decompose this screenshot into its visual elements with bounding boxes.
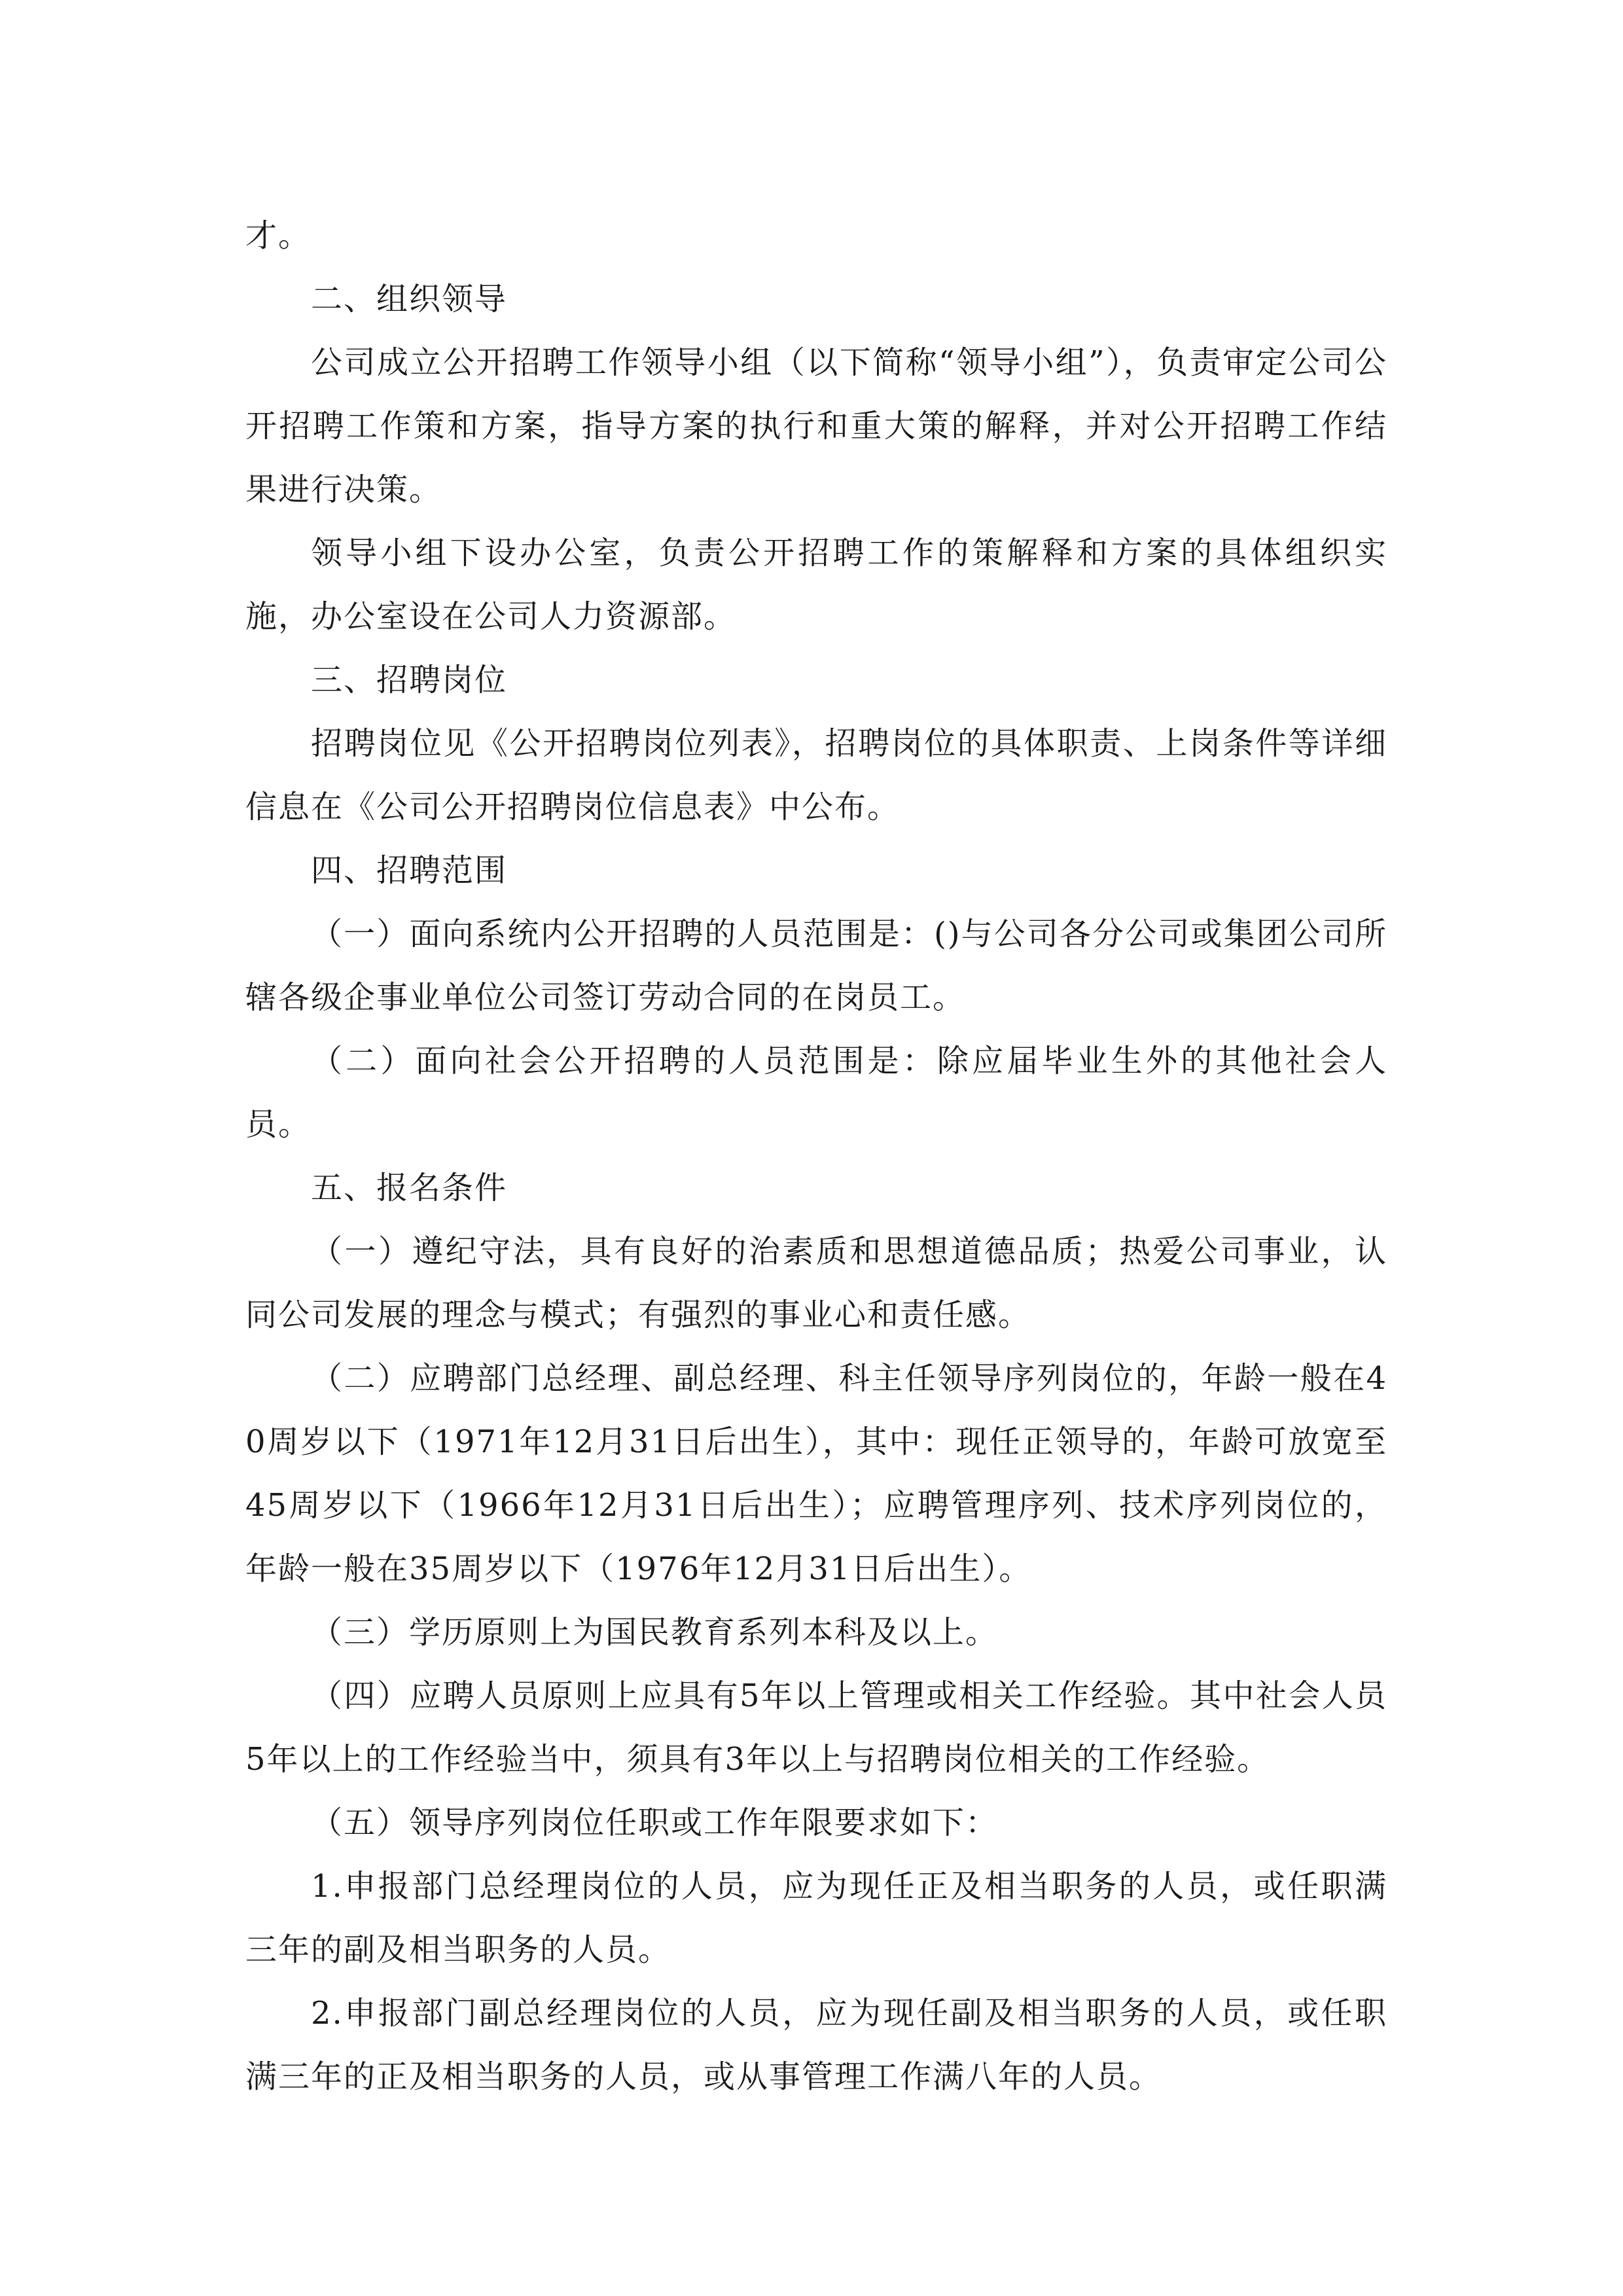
paragraph-office: 领导小组下设办公室，负责公开招聘工作的策解释和方案的具体组织实施，办公室设在公司人力资源部。	[245, 535, 1387, 635]
paragraph-scope-external: （二）面向社会公开招聘的人员范围是：除应届毕业生外的其他社会人员。	[245, 1043, 1387, 1143]
section-heading-scope: 四、招聘范围	[311, 852, 508, 889]
section-heading-requirements: 五、报名条件	[311, 1170, 508, 1206]
paragraph-continuation: 才。	[245, 217, 312, 254]
paragraph-requirement-4: （四）应聘人员原则上应具有5年以上管理或相关工作经验。其中社会人员5年以上的工作经验当中，须具有3年以上与招聘岗位相关的工作经验。	[245, 1677, 1387, 1778]
section-heading-positions: 三、招聘岗位	[311, 662, 508, 698]
paragraph-requirement-3: （三）学历原则上为国民教育系列本科及以上。	[311, 1614, 999, 1651]
section-heading-organization: 二、组织领导	[311, 281, 508, 317]
paragraph-requirement-5-item-1: 1.申报部门总经理岗位的人员，应为现任正及相当职务的人员，或任职满三年的副及相当职务的人员。	[245, 1868, 1387, 1968]
paragraph-scope-internal: （一）面向系统内公开招聘的人员范围是：()与公司各分公司或集团公司所辖各级企事业单位公司签订劳动合同的在岗员工。	[245, 916, 1387, 1016]
paragraph-requirement-2: （二）应聘部门总经理、副总经理、科主任领导序列岗位的，年龄一般在40周岁以下（1971年12月31日后出生），其中：现任正领导的，年龄可放宽至45周岁以下（1966年12月31日后出生）；应聘管理序列、技术序列岗位的，年龄一般在35周岁以下（1976年12月31日后出生）。	[245, 1360, 1387, 1587]
paragraph-requirement-5: （五）领导序列岗位任职或工作年限要求如下：	[311, 1804, 999, 1841]
paragraph-requirement-1: （一）遵纪守法，具有良好的治素质和思想道德品质；热爱公司事业，认同公司发展的理念与模式；有强烈的事业心和责任感。	[245, 1233, 1387, 1333]
paragraph-positions: 招聘岗位见《公开招聘岗位列表》，招聘岗位的具体职责、上岗条件等详细信息在《公司公开招聘岗位信息表》中公布。	[245, 725, 1387, 825]
paragraph-leadership-group: 公司成立公开招聘工作领导小组（以下简称“领导小组”），负责审定公司公开招聘工作策和方案，指导方案的执行和重大策的解释，并对公开招聘工作结果进行决策。	[245, 344, 1387, 508]
paragraph-requirement-5-item-2: 2.申报部门副总经理岗位的人员，应为现任副及相当职务的人员，或任职满三年的正及相当职务的人员，或从事管理工作满八年的人员。	[245, 1995, 1387, 2095]
document-body	[245, 204, 1387, 2109]
